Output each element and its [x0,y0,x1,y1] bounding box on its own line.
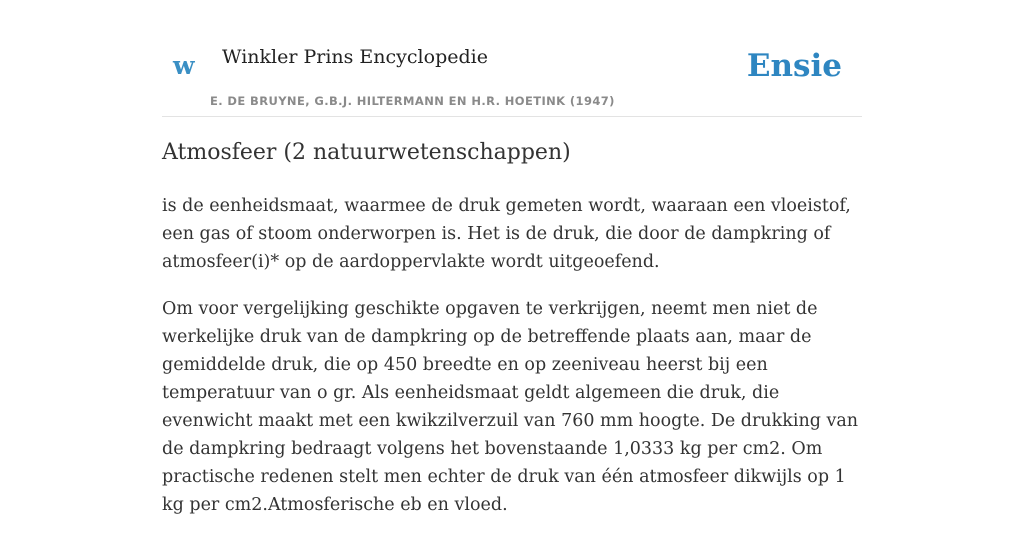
page [162,0,862,515]
ensie-logo[interactable]: Ensie [746,48,842,84]
source-authors: E. DE BRUYNE, G.B.J. HILTERMANN EN H.R. HOETINK (1947) [210,94,615,108]
article-paragraph: is de eenheidsmaat, waarmee de druk gemeten wordt, waaraan een vloeistof, een gas of stoom onderworpen is. Het is de druk, die door de dampkring of atmosfeer(i)* op de aardoppervlakte wordt uitgeoefend. [162,196,851,272]
source-title[interactable]: Winkler Prins Encyclopedie [222,46,488,68]
article-body [162,192,862,538]
source-logo[interactable]: w [173,51,195,80]
article-paragraph: Om voor vergelijking geschikte opgaven te verkrijgen, neemt men niet de werkelijke druk van de dampkring op de betreffende plaats aan, maar de gemiddelde druk, die op 450 breedte en op zeeniveau heerst bij een temperatuur van o gr. Als eenheidsmaat geldt algemeen die druk, die evenwicht maakt met een kwikzilverzuil van 760 mm hoogte. De drukking van de dampkring bedraagt volgens het bovenstaande 1,0333 kg per cm2. Om practische redenen stelt men echter de druk van één atmosfeer dikwijls op 1 kg per cm2.Atmosferische eb en vloed. [162,299,859,515]
article-title: Atmosfeer (2 natuurwetenschappen) [162,140,571,165]
source-header [162,0,862,117]
